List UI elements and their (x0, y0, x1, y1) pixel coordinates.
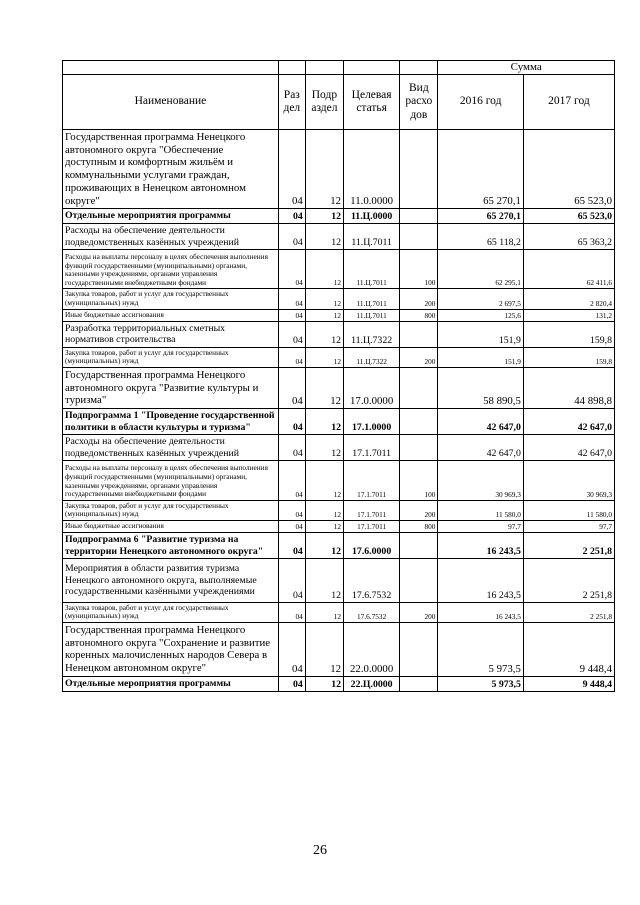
table-row (63, 368, 615, 409)
row-podrazdel: 12 (305, 559, 343, 603)
row-vid (400, 209, 438, 224)
row-name: Иные бюджетные ассигнования (63, 521, 279, 533)
row-name: Расходы на обеспечение деятельности подведомственных казённых учреждений (63, 223, 279, 249)
row-vid (400, 559, 438, 603)
row-razdel: 04 (278, 309, 305, 321)
row-podrazdel: 12 (305, 250, 343, 289)
row-2017: 2 251,8 (523, 602, 614, 622)
row-razdel: 04 (278, 289, 305, 309)
row-razdel: 04 (278, 223, 305, 249)
row-target: 11.Ц.7011 (344, 250, 400, 289)
row-vid (400, 368, 438, 409)
row-name: Разработка территориальных сметных нормативов строительства (63, 321, 279, 347)
row-2017: 131,2 (523, 309, 614, 321)
table-row (63, 521, 615, 533)
row-target: 22.Ц.0000 (344, 676, 400, 691)
table-row (63, 602, 615, 622)
table-row (63, 223, 615, 249)
row-vid (400, 623, 438, 677)
row-podrazdel: 12 (305, 602, 343, 622)
row-2016: 2 697,5 (438, 289, 523, 309)
row-podrazdel: 12 (305, 676, 343, 691)
header-2016: 2016 год (438, 75, 523, 130)
row-vid: 100 (400, 461, 438, 500)
row-podrazdel: 12 (305, 321, 343, 347)
header-name: Наименование (63, 75, 279, 130)
header-sum: Сумма (438, 61, 615, 75)
row-vid: 200 (400, 289, 438, 309)
row-podrazdel: 12 (305, 409, 343, 435)
table-row (63, 209, 615, 224)
row-2017: 97,7 (523, 521, 614, 533)
table-row (63, 623, 615, 677)
row-2017: 65 523,0 (523, 130, 614, 209)
row-razdel: 04 (278, 461, 305, 500)
row-2017: 9 448,4 (523, 676, 614, 691)
row-name: Отдельные мероприятия программы (63, 676, 279, 691)
header-target: Целевая статья (344, 75, 400, 130)
header-blank (400, 61, 438, 75)
row-vid: 200 (400, 500, 438, 520)
row-target: 17.1.7011 (344, 500, 400, 520)
row-target: 11.Ц.7322 (344, 347, 400, 367)
row-podrazdel: 12 (305, 435, 343, 461)
row-2017: 42 647,0 (523, 409, 614, 435)
row-name: Расходы на выплаты персоналу в целях обеспечения выполнения функций государственными (муниципальными) органами, казенными учреждениями, органами управления государственными внебюджетными фондами (63, 461, 279, 500)
row-2017: 30 969,3 (523, 461, 614, 500)
row-razdel: 04 (278, 533, 305, 559)
row-2017: 42 647,0 (523, 435, 614, 461)
row-target: 17.6.0000 (344, 533, 400, 559)
header-row-top (63, 61, 615, 75)
table-row (63, 250, 615, 289)
row-name: Подпрограмма 1 "Проведение государственной политики в области культуры и туризма" (63, 409, 279, 435)
row-2017: 159,8 (523, 321, 614, 347)
table-row (63, 289, 615, 309)
row-target: 17.6.7532 (344, 602, 400, 622)
row-vid (400, 223, 438, 249)
row-target: 11.Ц.7011 (344, 309, 400, 321)
row-target: 17.0.0000 (344, 368, 400, 409)
row-podrazdel: 12 (305, 461, 343, 500)
row-2016: 16 243,5 (438, 559, 523, 603)
row-target: 17.6.7532 (344, 559, 400, 603)
row-2017: 11 580,0 (523, 500, 614, 520)
table-row (63, 461, 615, 500)
row-2016: 62 295,1 (438, 250, 523, 289)
row-vid (400, 533, 438, 559)
row-razdel: 04 (278, 623, 305, 677)
row-2017: 2 251,8 (523, 533, 614, 559)
row-razdel: 04 (278, 500, 305, 520)
row-podrazdel: 12 (305, 533, 343, 559)
row-2017: 9 448,4 (523, 623, 614, 677)
row-2016: 151,9 (438, 321, 523, 347)
row-podrazdel: 12 (305, 289, 343, 309)
header-blank (305, 61, 343, 75)
row-vid: 800 (400, 309, 438, 321)
table-row (63, 321, 615, 347)
row-target: 22.0.0000 (344, 623, 400, 677)
row-razdel: 04 (278, 676, 305, 691)
table-row (63, 130, 615, 209)
row-name: Закупка товаров, работ и услуг для государственных (муниципальных) нужд (63, 347, 279, 367)
row-2016: 42 647,0 (438, 435, 523, 461)
row-target: 11.Ц.7011 (344, 223, 400, 249)
table-row (63, 500, 615, 520)
row-podrazdel: 12 (305, 500, 343, 520)
row-2016: 16 243,5 (438, 533, 523, 559)
row-name: Отдельные мероприятия программы (63, 209, 279, 224)
row-2016: 16 243,5 (438, 602, 523, 622)
row-2016: 151,9 (438, 347, 523, 367)
row-2017: 2 251,8 (523, 559, 614, 603)
header-blank (278, 61, 305, 75)
row-podrazdel: 12 (305, 223, 343, 249)
row-name: Подпрограмма 6 "Развитие туризма на территории Ненецкого автономного округа" (63, 533, 279, 559)
row-name: Государственная программа Ненецкого автономного округа "Сохранение и развитие коренных малочисленных народов Севера в Ненецком автономном округе" (63, 623, 279, 677)
row-2016: 5 973,5 (438, 623, 523, 677)
row-razdel: 04 (278, 435, 305, 461)
row-razdel: 04 (278, 347, 305, 367)
row-2017: 62 411,6 (523, 250, 614, 289)
header-podrazdel: Подр аздел (305, 75, 343, 130)
row-2016: 65 270,1 (438, 130, 523, 209)
row-2016: 65 270,1 (438, 209, 523, 224)
row-target: 17.1.7011 (344, 461, 400, 500)
row-target: 11.Ц.7011 (344, 289, 400, 309)
row-2017: 44 898,8 (523, 368, 614, 409)
row-name: Закупка товаров, работ и услуг для государственных (муниципальных) нужд (63, 289, 279, 309)
row-2016: 11 580,0 (438, 500, 523, 520)
header-row-main (63, 75, 615, 130)
row-2016: 42 647,0 (438, 409, 523, 435)
row-2017: 159,8 (523, 347, 614, 367)
row-vid (400, 409, 438, 435)
row-podrazdel: 12 (305, 368, 343, 409)
row-2016: 125,6 (438, 309, 523, 321)
row-vid (400, 676, 438, 691)
table-row (63, 676, 615, 691)
row-razdel: 04 (278, 409, 305, 435)
table-row (63, 309, 615, 321)
row-vid: 200 (400, 347, 438, 367)
row-target: 17.1.7011 (344, 435, 400, 461)
row-vid: 200 (400, 602, 438, 622)
row-podrazdel: 12 (305, 130, 343, 209)
header-vid: Вид расхо дов (400, 75, 438, 130)
row-vid: 100 (400, 250, 438, 289)
row-name: Государственная программа Ненецкого автономного округа "Обеспечение доступным и комфортным жильём и коммунальными услугами граждан, проживающих в Ненецком автономном округе" (63, 130, 279, 209)
row-vid (400, 321, 438, 347)
row-2017: 2 820,4 (523, 289, 614, 309)
row-target: 11.Ц.0000 (344, 209, 400, 224)
row-2016: 5 973,5 (438, 676, 523, 691)
row-target: 17.1.0000 (344, 409, 400, 435)
row-razdel: 04 (278, 521, 305, 533)
row-podrazdel: 12 (305, 521, 343, 533)
row-name: Государственная программа Ненецкого автономного округа "Развитие культуры и туризма" (63, 368, 279, 409)
row-2017: 65 523,0 (523, 209, 614, 224)
page-number: 26 (313, 843, 327, 858)
row-2016: 58 890,5 (438, 368, 523, 409)
budget-table (62, 60, 615, 692)
table-row (63, 435, 615, 461)
table-row (63, 409, 615, 435)
row-name: Мероприятия в области развития туризма Ненецкого автономного округа, выполняемые государственными казёнными учреждениями (63, 559, 279, 603)
row-target: 17.1.7011 (344, 521, 400, 533)
row-name: Иные бюджетные ассигнования (63, 309, 279, 321)
row-razdel: 04 (278, 130, 305, 209)
header-blank (344, 61, 400, 75)
row-2016: 97,7 (438, 521, 523, 533)
row-razdel: 04 (278, 250, 305, 289)
row-razdel: 04 (278, 209, 305, 224)
row-podrazdel: 12 (305, 623, 343, 677)
row-podrazdel: 12 (305, 209, 343, 224)
row-razdel: 04 (278, 368, 305, 409)
row-vid: 800 (400, 521, 438, 533)
row-name: Закупка товаров, работ и услуг для государственных (муниципальных) нужд (63, 500, 279, 520)
table-row (63, 347, 615, 367)
row-target: 11.0.0000 (344, 130, 400, 209)
row-razdel: 04 (278, 559, 305, 603)
row-podrazdel: 12 (305, 309, 343, 321)
row-vid (400, 435, 438, 461)
table-row (63, 559, 615, 603)
row-razdel: 04 (278, 602, 305, 622)
row-name: Расходы на обеспечение деятельности подведомственных казённых учреждений (63, 435, 279, 461)
header-razdel: Раз дел (278, 75, 305, 130)
row-vid (400, 130, 438, 209)
header-2017: 2017 год (523, 75, 614, 130)
row-podrazdel: 12 (305, 347, 343, 367)
row-target: 11.Ц.7322 (344, 321, 400, 347)
row-razdel: 04 (278, 321, 305, 347)
header-blank (63, 61, 279, 75)
row-name: Закупка товаров, работ и услуг для государственных (муниципальных) нужд (63, 602, 279, 622)
row-2016: 65 118,2 (438, 223, 523, 249)
row-2017: 65 363,2 (523, 223, 614, 249)
table-row (63, 533, 615, 559)
row-2016: 30 969,3 (438, 461, 523, 500)
row-name: Расходы на выплаты персоналу в целях обеспечения выполнения функций государственными (муниципальными) органами, казенными учреждениями, органами управления государственными внебюджетными фондами (63, 250, 279, 289)
